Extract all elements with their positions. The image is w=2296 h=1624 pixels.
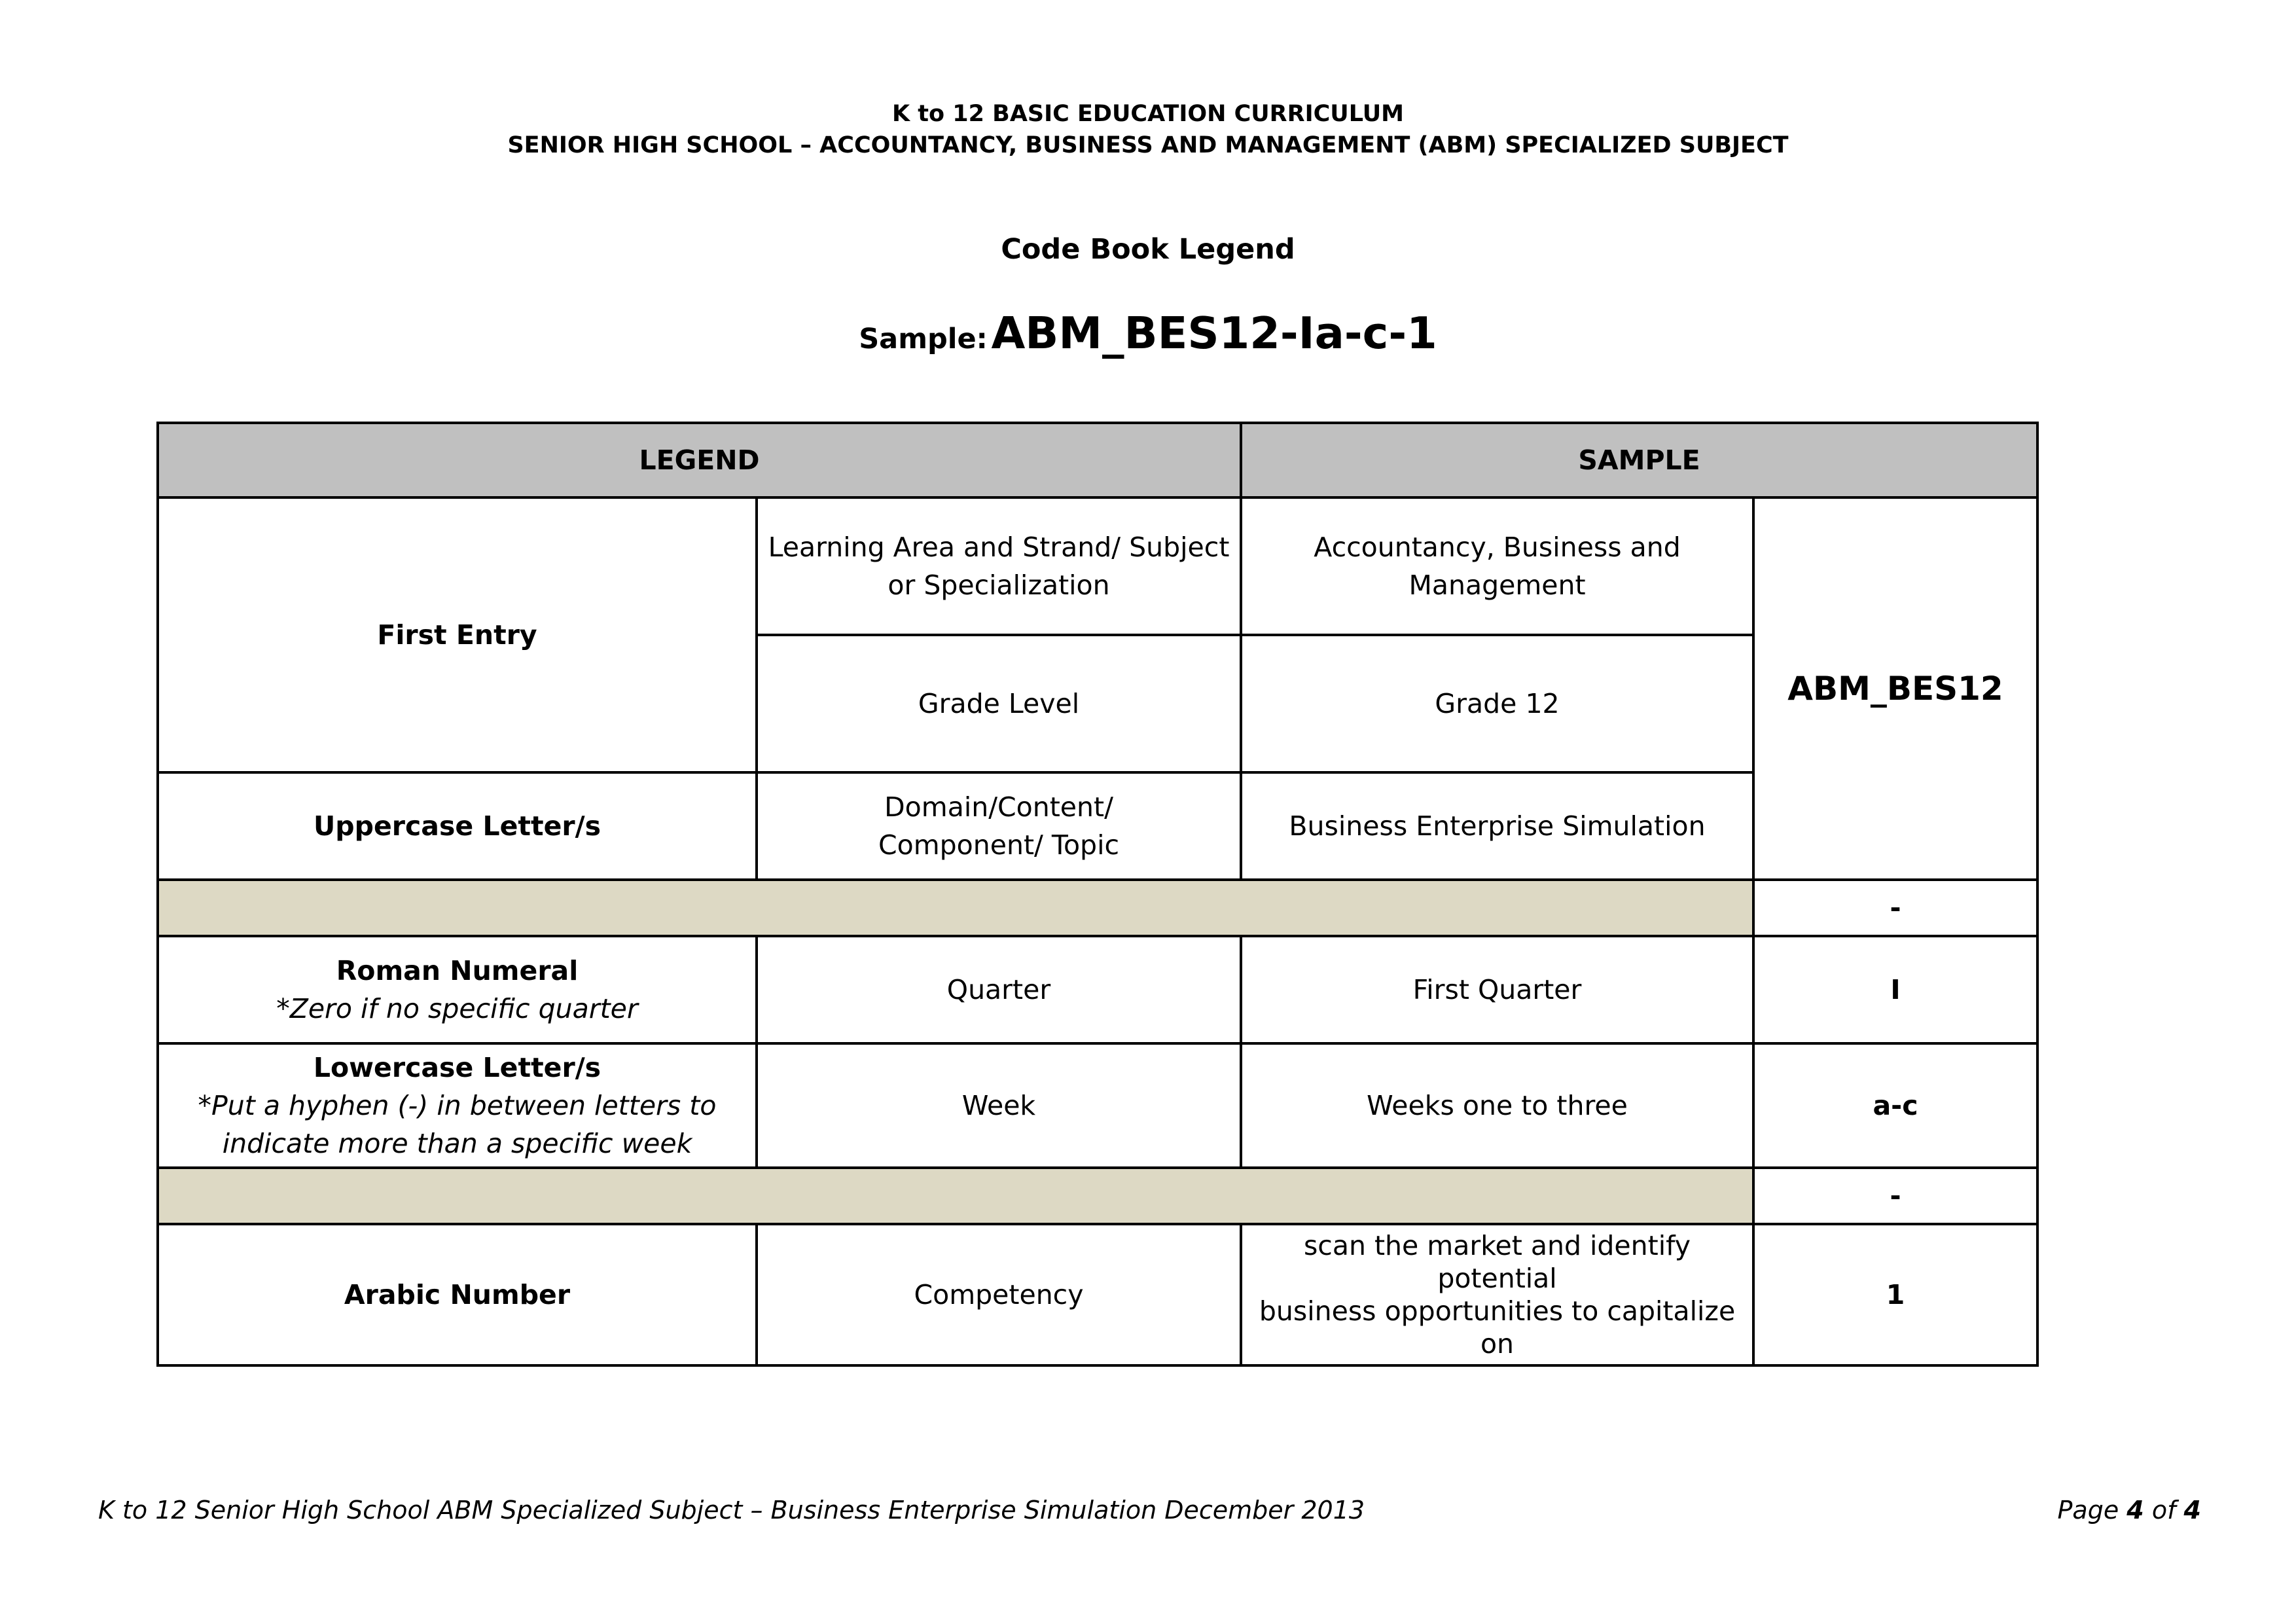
table-row bbox=[158, 1043, 2037, 1168]
first-entry-label: First Entry bbox=[158, 497, 757, 772]
legend-table bbox=[156, 422, 2039, 1367]
uppercase-desc bbox=[757, 772, 1241, 880]
table-row bbox=[158, 1224, 2037, 1365]
first-entry-code: ABM_BES12 bbox=[1753, 497, 2037, 880]
arabic-sample-line-1: scan the market and identify potential bbox=[1303, 1230, 1691, 1294]
roman-note: *Zero if no specific quarter bbox=[276, 993, 638, 1024]
uppercase-label: Uppercase Letter/s bbox=[158, 772, 757, 880]
roman-code: I bbox=[1753, 936, 2037, 1043]
roman-desc: Quarter bbox=[757, 936, 1241, 1043]
sample-code: ABM_BES12-Ia-c-1 bbox=[991, 308, 1437, 359]
footer-text: K to 12 Senior High School ABM Specialized Subject – Business Enterprise Simulation December 2013 bbox=[98, 1496, 1365, 1525]
arabic-label: Arabic Number bbox=[158, 1224, 757, 1365]
uppercase-sample: Business Enterprise Simulation bbox=[1241, 772, 1753, 880]
page-total: 4 bbox=[2183, 1496, 2201, 1525]
arabic-sample bbox=[1241, 1224, 1753, 1365]
page-current: 4 bbox=[2126, 1496, 2144, 1525]
separator-code: - bbox=[1753, 1168, 2037, 1224]
page-number bbox=[2058, 1496, 2201, 1525]
lowercase-sample: Weeks one to three bbox=[1241, 1043, 1753, 1168]
separator-code: - bbox=[1753, 880, 2037, 936]
roman-label-cell bbox=[158, 936, 757, 1043]
table-row bbox=[158, 936, 2037, 1043]
page-title: Code Book Legend bbox=[1001, 233, 1295, 266]
learning-area-sample: Accountancy, Business and Management bbox=[1241, 497, 1753, 635]
header-line-2: SENIOR HIGH SCHOOL – ACCOUNTANCY, BUSINESS AND MANAGEMENT (ABM) SPECIALIZED SUBJECT bbox=[507, 132, 1789, 158]
separator-row bbox=[158, 1168, 2037, 1224]
roman-sample: First Quarter bbox=[1241, 936, 1753, 1043]
lowercase-note-line-1: *Put a hyphen (-) in between letters to bbox=[198, 1090, 717, 1121]
legend-header: LEGEND bbox=[158, 423, 1241, 497]
arabic-sample-line-2: business opportunities to capitalize on bbox=[1259, 1295, 1736, 1360]
arabic-desc: Competency bbox=[757, 1224, 1241, 1365]
table-header-row bbox=[158, 423, 2037, 497]
lowercase-label-cell bbox=[158, 1043, 757, 1168]
page-header bbox=[0, 98, 2296, 161]
lowercase-note-line-2: indicate more than a specific week bbox=[222, 1128, 692, 1159]
separator-cell bbox=[158, 1168, 1753, 1224]
uppercase-desc-line-2: Component/ Topic bbox=[878, 829, 1119, 861]
sample-line bbox=[0, 308, 2296, 359]
page-prefix: Page bbox=[2057, 1496, 2127, 1525]
grade-level-sample: Grade 12 bbox=[1241, 635, 1753, 772]
sample-header: SAMPLE bbox=[1241, 423, 2037, 497]
sample-label: Sample: bbox=[859, 323, 988, 355]
separator-row bbox=[158, 880, 2037, 936]
learning-area-desc: Learning Area and Strand/ Subject or Specialization bbox=[757, 497, 1241, 635]
grade-level-desc: Grade Level bbox=[757, 635, 1241, 772]
header-line-1: K to 12 BASIC EDUCATION CURRICULUM bbox=[891, 101, 1405, 127]
uppercase-desc-line-1: Domain/Content/ bbox=[884, 791, 1113, 823]
lowercase-desc: Week bbox=[757, 1043, 1241, 1168]
page-of: of bbox=[2144, 1496, 2184, 1525]
separator-cell bbox=[158, 880, 1753, 936]
lowercase-code: a-c bbox=[1753, 1043, 2037, 1168]
table-row bbox=[158, 497, 2037, 635]
roman-label: Roman Numeral bbox=[336, 955, 579, 986]
lowercase-label: Lowercase Letter/s bbox=[313, 1052, 601, 1083]
arabic-code: 1 bbox=[1753, 1224, 2037, 1365]
